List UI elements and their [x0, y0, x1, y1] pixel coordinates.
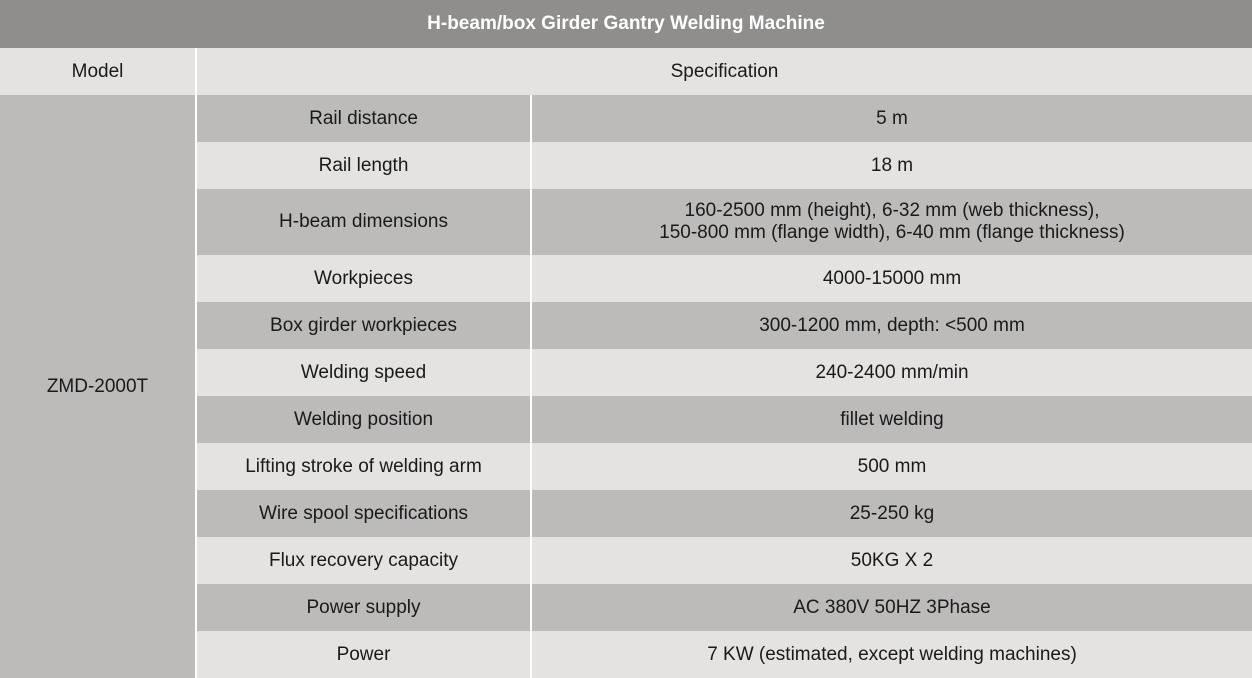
value-box-girder-workpieces: 300-1200 mm, depth: <500 mm — [532, 302, 1252, 349]
param-rail-length: Rail length — [197, 142, 532, 189]
param-rail-distance: Rail distance — [197, 95, 532, 142]
value-flux-recovery: 50KG X 2 — [532, 537, 1252, 584]
value-workpieces: 4000-15000 mm — [532, 255, 1252, 302]
value-welding-position: fillet welding — [532, 396, 1252, 443]
param-welding-speed: Welding speed — [197, 349, 532, 396]
value-h-beam-dimensions — [532, 189, 1252, 255]
specification-column-header: Specification — [197, 48, 1252, 95]
value-h-beam-dimensions-line-1: 160-2500 mm (height), 6-32 mm (web thickness), — [684, 200, 1100, 221]
param-h-beam-dimensions: H-beam dimensions — [197, 189, 532, 255]
table-title: H-beam/box Girder Gantry Welding Machine — [0, 0, 1252, 48]
value-lifting-stroke: 500 mm — [532, 443, 1252, 490]
value-power: 7 KW (estimated, except welding machines) — [532, 631, 1252, 678]
param-workpieces: Workpieces — [197, 255, 532, 302]
value-wire-spool: 25-250 kg — [532, 490, 1252, 537]
model-name: ZMD-2000T — [0, 95, 197, 678]
param-flux-recovery: Flux recovery capacity — [197, 537, 532, 584]
param-power-supply: Power supply — [197, 584, 532, 631]
value-rail-distance: 5 m — [532, 95, 1252, 142]
value-rail-length: 18 m — [532, 142, 1252, 189]
param-wire-spool: Wire spool specifications — [197, 490, 532, 537]
model-column-header: Model — [0, 48, 197, 95]
param-welding-position: Welding position — [197, 396, 532, 443]
value-welding-speed: 240-2400 mm/min — [532, 349, 1252, 396]
param-box-girder-workpieces: Box girder workpieces — [197, 302, 532, 349]
param-lifting-stroke: Lifting stroke of welding arm — [197, 443, 532, 490]
param-power: Power — [197, 631, 532, 678]
value-h-beam-dimensions-line-2: 150-800 mm (flange width), 6-40 mm (flange thickness) — [659, 222, 1125, 243]
value-power-supply: AC 380V 50HZ 3Phase — [532, 584, 1252, 631]
